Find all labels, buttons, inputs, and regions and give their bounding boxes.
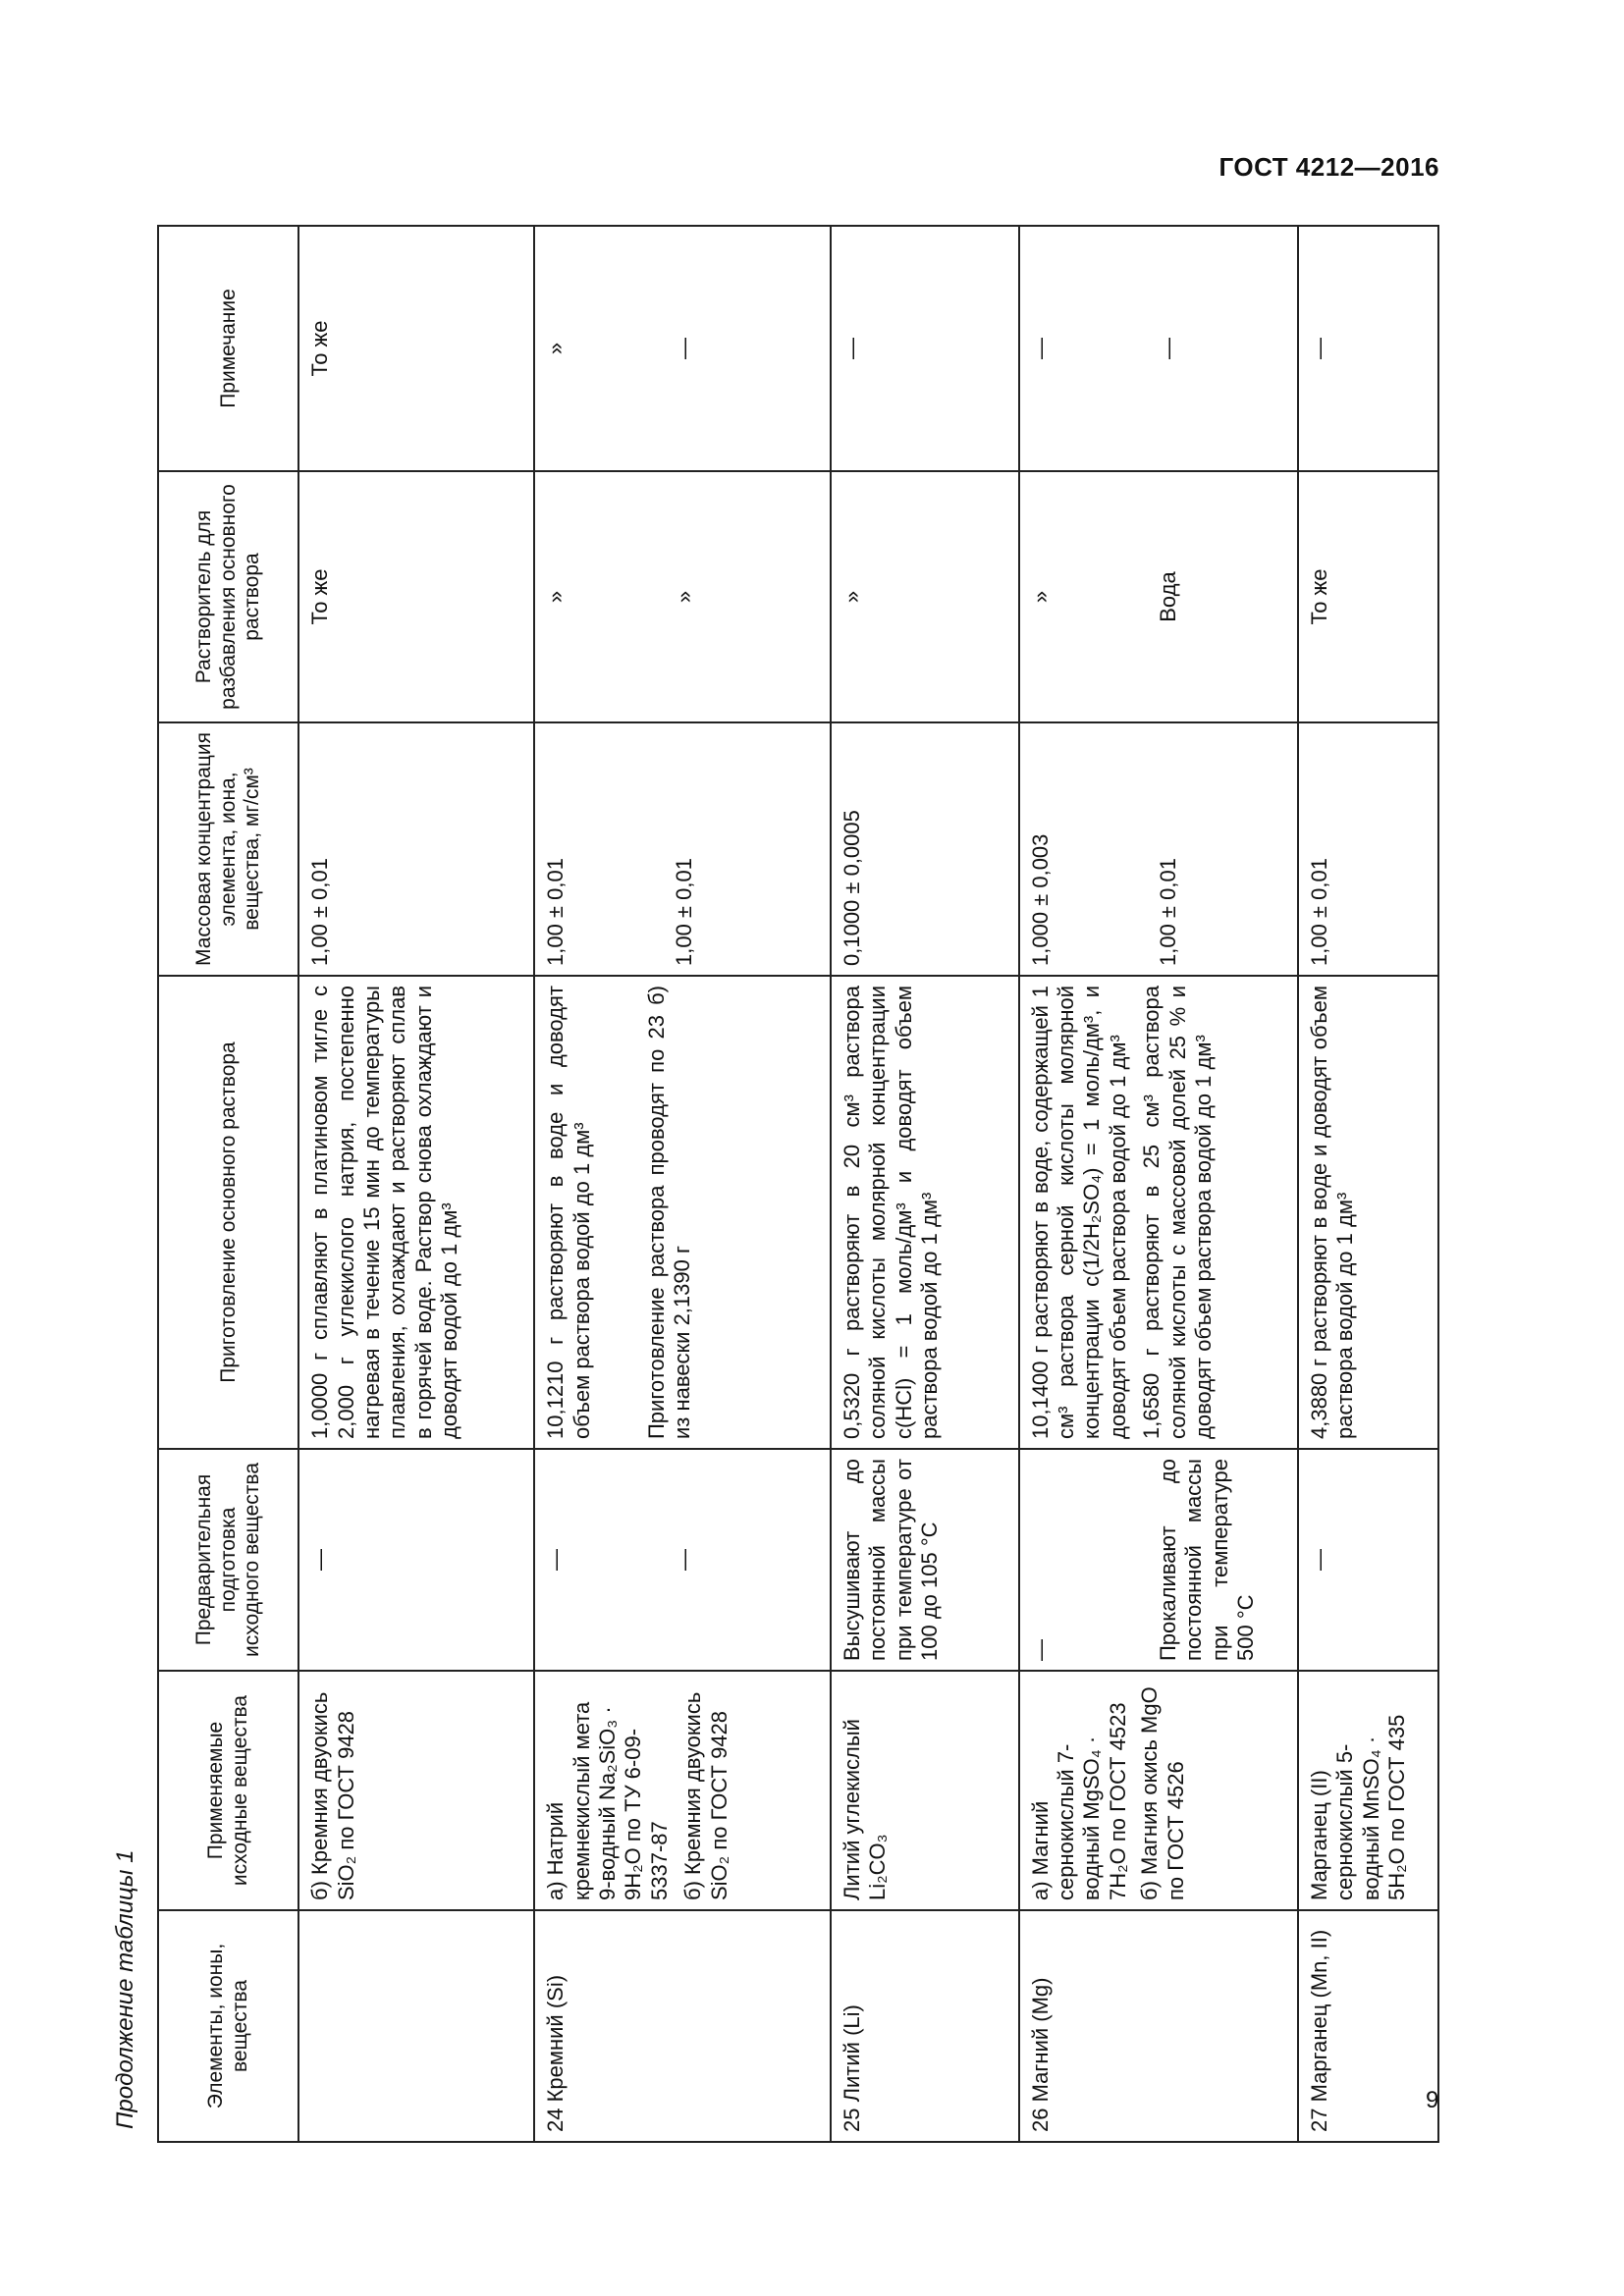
cell-solution xyxy=(534,976,831,1449)
solvent-a: » xyxy=(543,590,568,604)
prep-b: — xyxy=(671,1549,696,1571)
cell-substance: Марганец (II) сернокислый 5-водный MnSO₄ · 5H₂O по ГОСТ 435 xyxy=(1298,1671,1438,1910)
cell-note xyxy=(1019,226,1298,471)
prep-b: Прокаливают до постоянной массы при температуре 500 °C xyxy=(1156,1459,1259,1661)
cell-prep xyxy=(534,1449,831,1671)
cell-solvent xyxy=(1019,471,1298,722)
table-row xyxy=(1298,226,1438,2142)
cell-prep: Высушивают до постоянной массы при температуре от 100 до 105 °C xyxy=(831,1449,1019,1671)
solvent-b: » xyxy=(671,590,696,604)
cell-solvent: То же xyxy=(1298,471,1438,722)
table-row xyxy=(831,226,1019,2142)
note-a: — xyxy=(1027,338,1053,359)
note-a: » xyxy=(543,342,568,355)
conc-a: 1,00 ± 0,01 xyxy=(543,858,568,966)
conc-a: 1,000 ± 0,003 xyxy=(1027,833,1053,966)
substance-b: б) Кремния двуокись SiO₂ по ГОСТ 9428 xyxy=(680,1691,731,1900)
substance-a: а) Магний сернокислый 7-водный MgSO₄ · 7H₂O по ГОСТ 4523 xyxy=(1027,1702,1130,1900)
column-header-concentration: Массовая концентрация элемента, иона, вещества, мг/см³ xyxy=(158,722,298,976)
cell-element: 24 Кремний (Si) xyxy=(534,1910,831,2142)
table-header-row xyxy=(158,226,298,2142)
cell-solution: 0,5320 г растворяют в 20 см³ раствора соляной кислоты молярной концентрации c(HCl) = 1 моль/дм³ и доводят объем раствора водой до 1 дм³ xyxy=(831,976,1019,1449)
table-caption: Продолжение таблицы 1 xyxy=(112,1849,138,2129)
cell-substance: б) Кремния двуокись SiO₂ по ГОСТ 9428 xyxy=(298,1671,534,1910)
prep-a: — xyxy=(543,1549,568,1571)
cell-concentration xyxy=(1019,722,1298,976)
cell-concentration: 1,00 ± 0,01 xyxy=(1298,722,1438,976)
cell-substance: Литий углекислый Li₂CO₃ xyxy=(831,1671,1019,1910)
column-header-solution: Приготовление основного раствора xyxy=(158,976,298,1449)
cell-concentration: 1,00 ± 0,01 xyxy=(298,722,534,976)
cell-prep: — xyxy=(298,1449,534,1671)
cell-element: 27 Марганец (Mn, II) xyxy=(1298,1910,1438,2142)
cell-solvent: То же xyxy=(298,471,534,722)
cell-prep: — xyxy=(1298,1449,1438,1671)
rotated-table-content xyxy=(108,227,1439,2143)
conc-b: 1,00 ± 0,01 xyxy=(1156,858,1181,966)
solvent-b: Вода xyxy=(1156,571,1181,622)
column-header-note: Примечание xyxy=(158,226,298,471)
table-row xyxy=(298,226,534,2142)
table-row xyxy=(534,226,831,2142)
cell-element: 25 Литий (Li) xyxy=(831,1910,1019,2142)
solvent-a: » xyxy=(1027,590,1053,604)
cell-solution: 1,0000 г сплавляют в платиновом тигле с 2,000 г углекислого натрия, постепенно нагревая в течение 15 мин до температуры плавления, охлаждают и растворяют сплав в горячей воде. Раствор снова охлаждают и доводят водой до 1 дм³ xyxy=(298,976,534,1449)
conc-b: 1,00 ± 0,01 xyxy=(671,858,696,966)
solution-b: Приготовление раствора проводят по 23 б) из навески 2,1390 г xyxy=(644,986,695,1439)
cell-concentration xyxy=(534,722,831,976)
column-header-substances: Применяемые исходные вещества xyxy=(158,1671,298,1910)
page-number: 9 xyxy=(1426,2087,1439,2113)
cell-solvent: » xyxy=(831,471,1019,722)
note-b: — xyxy=(1156,338,1181,359)
cell-solution: 4,3880 г растворяют в воде и доводят объем раствора водой до 1 дм³ xyxy=(1298,976,1438,1449)
substance-a: а) Натрий кремнекислый мета 9-водный Na₂SiO₃ · 9H₂O по ТУ 6-09-5337-87 xyxy=(543,1701,672,1900)
cell-substance xyxy=(1019,1671,1298,1910)
solution-b: 1,6580 г растворяют в 25 см³ раствора соляной кислоты с массовой долей 25 % и доводят объем раствора водой до 1 дм³ xyxy=(1139,986,1216,1439)
substance-b: б) Магния окись MgO по ГОСТ 4526 xyxy=(1137,1686,1188,1900)
cell-concentration: 0,1000 ± 0,0005 xyxy=(831,722,1019,976)
cell-note xyxy=(534,226,831,471)
cell-element xyxy=(298,1910,534,2142)
solution-a: 10,1400 г растворяют в воде, содержащей 1 см³ раствора серной кислоты молярной концентрации c(1/2H₂SO₄) = 1 моль/дм³, и доводят объем раствора водой до 1 дм³ xyxy=(1027,986,1130,1439)
table-row xyxy=(1019,226,1298,2142)
cell-solvent xyxy=(534,471,831,722)
column-header-preparation: Предварительная подготовка исходного вещества xyxy=(158,1449,298,1671)
cell-note: То же xyxy=(298,226,534,471)
cell-note: — xyxy=(831,226,1019,471)
reagent-table xyxy=(157,225,1439,2143)
cell-element: 26 Магний (Mg) xyxy=(1019,1910,1298,2142)
cell-substance xyxy=(534,1671,831,1910)
document-standard-header: ГОСТ 4212—2016 xyxy=(1218,152,1439,182)
cell-note: — xyxy=(1298,226,1438,471)
column-header-solvent: Растворитель для разбавления основного раствора xyxy=(158,471,298,722)
note-b: — xyxy=(671,338,696,359)
rotated-table-region xyxy=(108,227,1439,2143)
solution-a: 10,1210 г растворяют в воде и доводят объем раствора водой до 1 дм³ xyxy=(543,986,594,1439)
cell-solution xyxy=(1019,976,1298,1449)
prep-a: — xyxy=(1027,1639,1053,1661)
column-header-elements: Элементы, ионы, вещества xyxy=(158,1910,298,2142)
cell-prep xyxy=(1019,1449,1298,1671)
